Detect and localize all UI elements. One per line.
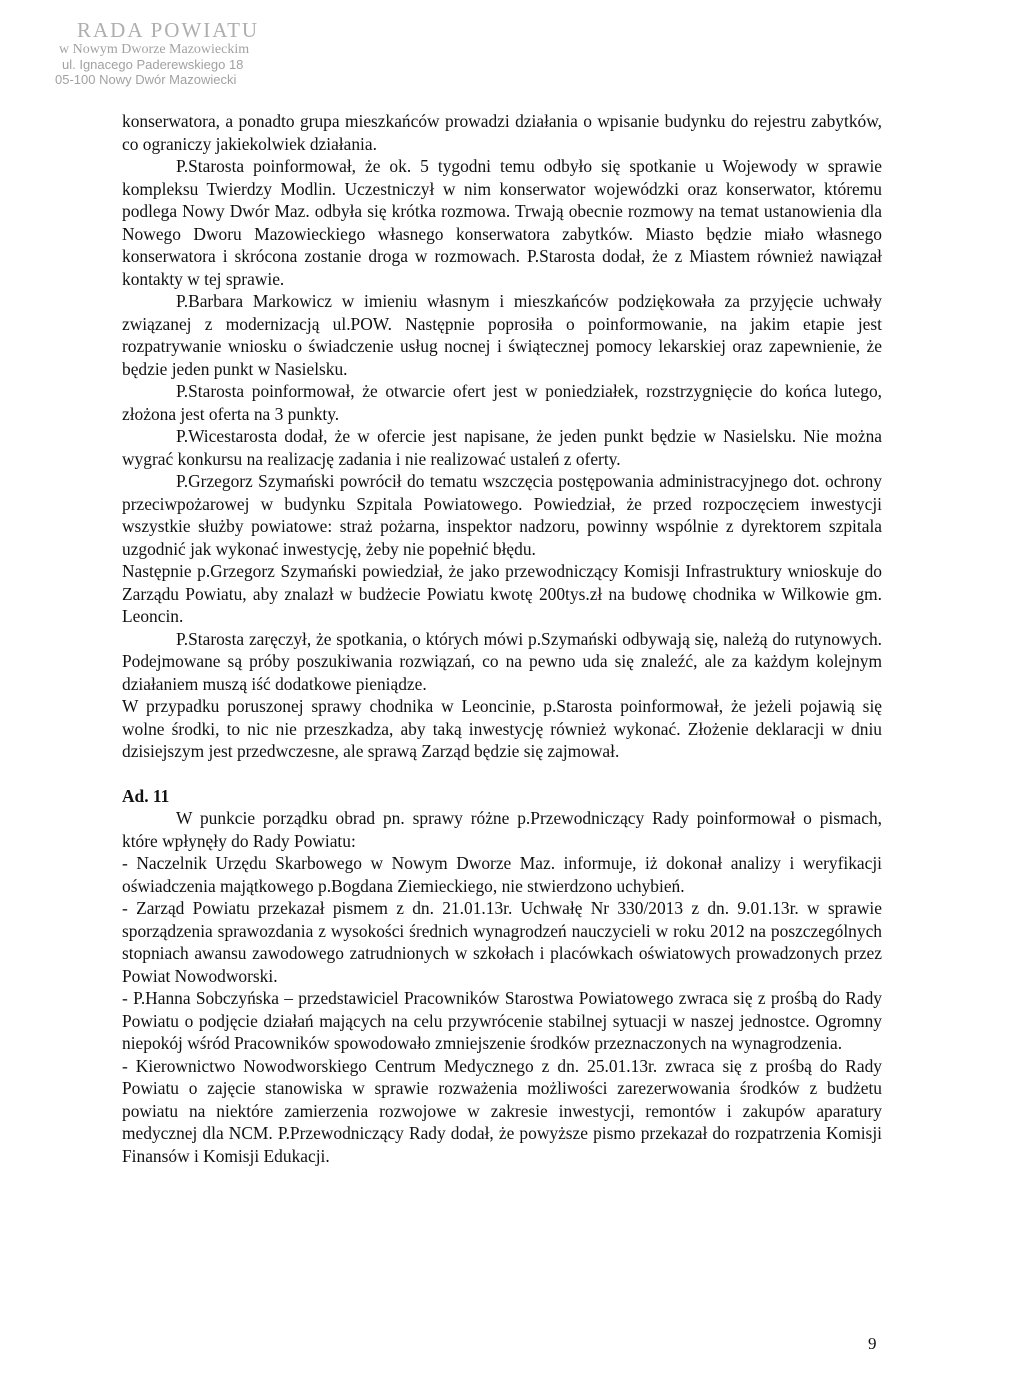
paragraph: konserwatora, a ponadto grupa mieszkańców prowadzi działania o wpisanie budynku do rejestru zabytków, co ograniczy jakiekolwiek działania. (122, 111, 882, 154)
page-number: 9 (868, 1334, 877, 1353)
section-heading: Ad. 11 (122, 785, 170, 806)
paragraph: Następnie p.Grzegorz Szymański powiedział, że jako przewodniczący Komisji Infrastruktury wnioskuje do Zarządu Powiatu, aby znalazł w budżecie Powiatu kwotę 200tys.zł na budowę chodnika w Wilkowie gm. Leoncin. (122, 561, 882, 626)
stamp-title: RADA POWIATU (77, 18, 260, 42)
document-body (122, 110, 882, 1167)
paragraph: P.Starosta poinformował, że otwarcie ofert jest w poniedziałek, rozstrzygnięcie do końca lutego, złożona jest oferta na 3 punkty. (122, 381, 882, 424)
list-item: - Naczelnik Urzędu Skarbowego w Nowym Dworze Maz. informuje, iż dokonał analizy i weryfikacji oświadczenia majątkowego p.Bogdana Ziemieckiego, nie stwierdzono uchybień. (122, 853, 882, 896)
list-item: - P.Hanna Sobczyńska – przedstawiciel Pracowników Starostwa Powiatowego zwraca się z prośbą do Rady Powiatu o podjęcie działań mających na celu przywrócenie stabilnej sytuacji w naszej jednostce. Ogromny niepokój wśród Pracowników spowodowało zmniejszenie środków przeznaczonych na wynagrodzenia. (122, 988, 882, 1053)
paragraph: W punkcie porządku obrad pn. sprawy różne p.Przewodniczący Rady poinformował o pismach, które wpłynęły do Rady Powiatu: (122, 808, 882, 851)
council-stamp (55, 18, 315, 88)
paragraph: P.Grzegorz Szymański powrócił do tematu wszczęcia postępowania administracyjnego dot. ochrony przeciwpożarowej w budynku Szpitala Powiatowego. Powiedział, że przed rozpoczęciem inwestycji wszystkie służby powiatowe: straż pożarna, inspektor nadzoru, powinny wspólnie z dyrektorem szpitala uzgodnić jak wykonać inwestycję, żeby nie popełnić błędu. (122, 471, 882, 559)
section-spacer (122, 763, 882, 785)
paragraph: P.Starosta zaręczył, że spotkania, o których mówi p.Szymański odbywają się, należą do rutynowych. Podejmowane są próby poszukiwania rozwiązań, co na pewno uda się znaleźć, ale za każdym kolejnym działaniem muszą iść dodatkowe pieniądze. (122, 628, 882, 694)
paragraph: P.Barbara Markowicz w imieniu własnym i mieszkańców podziękowała za przyjęcie uchwały związanej z modernizacją ul.POW. Następnie poprosiła o poinformowanie, na jakim etapie jest rozpatrywanie wniosku o świadczenie usług nocnej i świątecznej pomocy lekarskiej oraz zapewnienie, że będzie jeden punkt w Nasielsku. (122, 291, 882, 379)
list-item: - Zarząd Powiatu przekazał pismem z dn. 21.01.13r. Uchwałę Nr 330/2013 z dn. 9.01.13r. w sprawie sporządzenia sprawozdania z wysokości średnich wynagrodzeń nauczycieli w roku 2012 na poszczególnych stopniach awansu zawodowego zatrudnionych w szkołach i placówkach oświatowych prowadzonych przez Powiat Nowodworski. (122, 898, 882, 986)
stamp-line-1: w Nowym Dworze Mazowieckim (59, 42, 250, 58)
stamp-line-3: 05-100 Nowy Dwór Mazowiecki (55, 72, 237, 88)
paragraph: P.Starosta poinformował, że ok. 5 tygodni temu odbyło się spotkanie u Wojewody w sprawie kompleksu Twierdzy Modlin. Uczestniczył w nim konserwator wojewódzki oraz konserwator, któremu podlega Nowy Dwór Maz. odbyła się krótka rozmowa. Trwają obecnie rozmowy na temat ustanowienia dla Nowego Dworu Mazowieckiego własnego konserwatora zabytków. Miasto będzie miało własnego konserwatora i skrócona zostanie droga w rozmowach. P.Starosta dodał, że z Miastem również nawiązał kontakty w tej sprawie. (122, 156, 882, 289)
stamp-line-2: ul. Ignacego Paderewskiego 18 (62, 57, 244, 73)
list-item: - Kierownictwo Nowodworskiego Centrum Medycznego z dn. 25.01.13r. zwraca się z prośbą do Rady Powiatu o zajęcie stanowiska w sprawie rozważenia możliwości zarezerwowania środków z budżetu powiatu na niektóre zamierzenia rozwojowe w zakresie inwestycji, remontów i zakupów aparatury medycznej dla NCM. P.Przewodniczący Rady dodał, że powyższe pismo przekazał do rozpatrzenia Komisji Finansów i Komisji Edukacji. (122, 1055, 882, 1166)
paragraph: W przypadku poruszonej sprawy chodnika w Leoncinie, p.Starosta poinformował, że jeżeli pojawią się wolne środki, to nic nie przeszkadza, aby taką inwestycję również wykonać. Złożenie deklaracji w dniu dzisiejszym jest przedwczesne, ale sprawą Zarząd będzie się zajmował. (122, 696, 882, 761)
paragraph: P.Wicestarosta dodał, że w ofercie jest napisane, że jeden punkt będzie w Nasielsku. Nie można wygrać konkursu na realizację zadania i nie realizować ustaleń z oferty. (122, 426, 882, 469)
